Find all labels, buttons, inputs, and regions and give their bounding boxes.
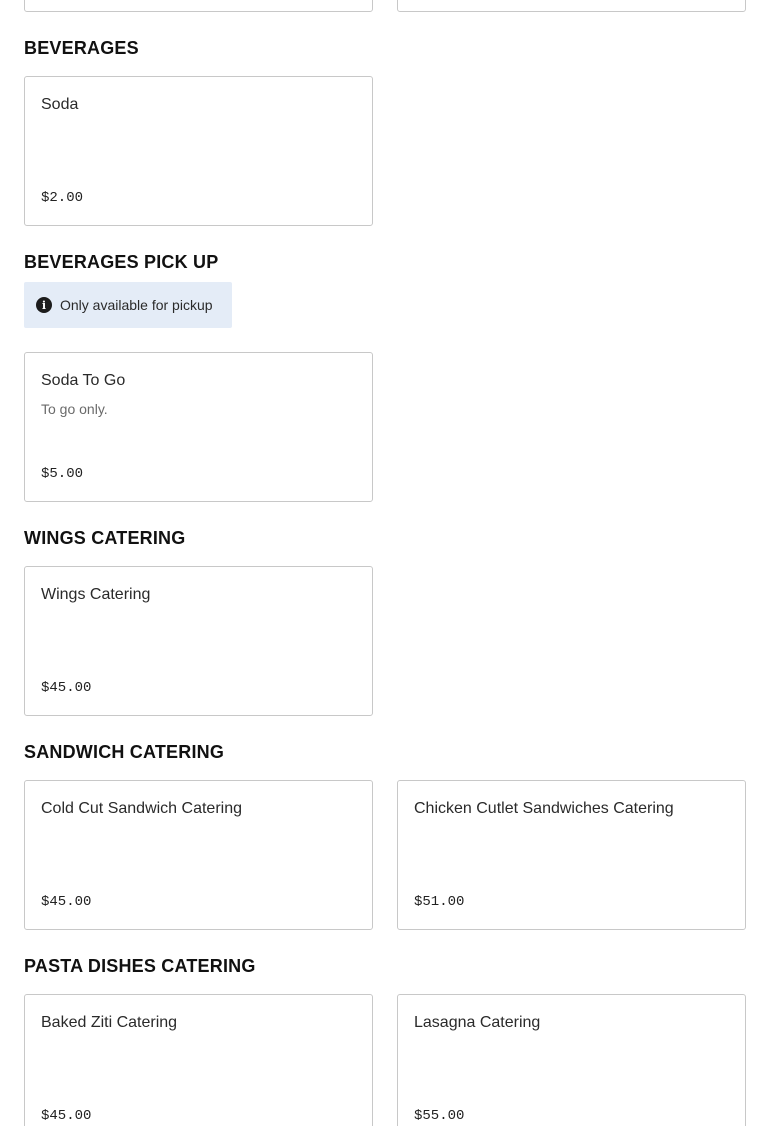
menu-item-price: $45.00 [41,1108,92,1124]
notice-text: Only available for pickup [60,297,213,313]
menu-item-price: $45.00 [41,894,92,910]
section-title-sandwich-catering: SANDWICH CATERING [24,742,225,762]
menu-item-price: $51.00 [414,894,465,910]
menu-item-card-soda-to-go[interactable] [24,352,373,502]
section-title-beverages-pickup: BEVERAGES PICK UP [24,252,219,272]
menu-item-name: Wings Catering [41,586,151,603]
menu-item-card-chicken-cutlet-sandwiches[interactable] [397,780,746,930]
menu-item-description: To go only. [41,401,108,417]
menu-item-price: $45.00 [41,680,92,696]
menu-item-card-baked-ziti[interactable] [24,994,373,1126]
menu-item-name: Baked Ziti Catering [41,1014,178,1031]
section-title-pasta-catering: PASTA DISHES CATERING [24,956,256,976]
info-icon: i [36,297,52,313]
menu-item-name: Cold Cut Sandwich Catering [41,800,242,817]
menu-item-price: $55.00 [414,1108,465,1124]
section-title-beverages: BEVERAGES [24,38,139,58]
menu-item-name: Chicken Cutlet Sandwiches Catering [414,800,674,817]
menu-item-name: Lasagna Catering [414,1014,541,1031]
menu-item-card[interactable] [24,0,373,12]
menu-item-card-lasagna[interactable] [397,994,746,1126]
menu-item-price: $5.00 [41,466,84,482]
menu-item-name: Soda To Go [41,372,126,389]
menu-item-card-wings-catering[interactable] [24,566,373,716]
menu-item-card[interactable] [397,0,746,12]
pickup-only-notice [24,282,232,328]
section-title-wings-catering: WINGS CATERING [24,528,186,548]
menu-item-price: $2.00 [41,190,84,206]
menu-item-name: Soda [41,96,79,113]
menu-item-card-soda[interactable] [24,76,373,226]
menu-item-card-cold-cut-sandwich[interactable] [24,780,373,930]
